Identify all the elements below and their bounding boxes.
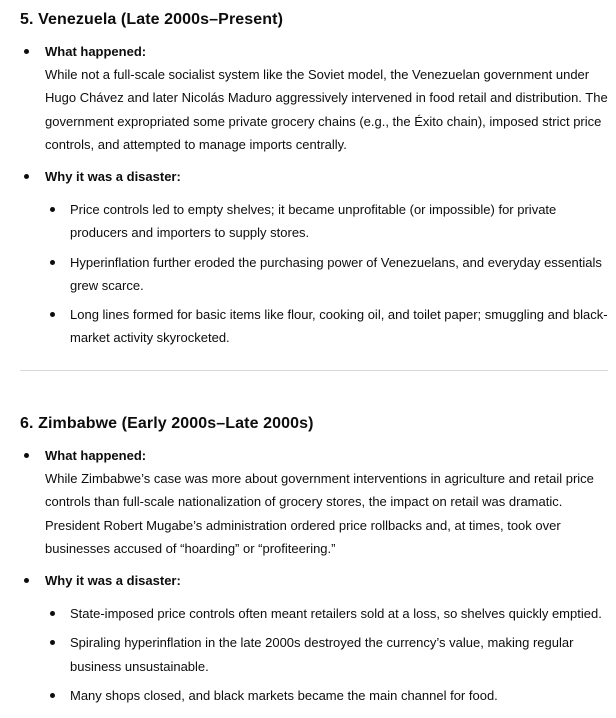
list-item-why-disaster [20,165,610,349]
bullet-icon [24,453,29,458]
section-venezuela [20,8,610,349]
item-label: Why it was a disaster: [45,169,181,185]
bullet-icon [50,312,55,317]
list-item-why-disaster [20,569,610,707]
item-label: What happened: [45,448,147,463]
section-heading: 5. Venezuela (Late 2000s–Present) [20,11,283,28]
section-zimbabwe [20,412,610,707]
bullet-icon [24,578,29,583]
bullet-icon [50,207,55,212]
sub-list-item [45,251,610,297]
sub-list-item [45,684,610,707]
item-paragraph: While Zimbabwe’s case was more about government interventions in agriculture and retail price controls than full-scale nationalization of grocery stores, the impact on retail was dramatic. President Robert Mugabe’s administration ordered price rollbacks and, at times, took over businesses accused of “hoarding” or “profiteering.” [45,471,594,556]
sub-item-text: Hyperinflation further eroded the purchasing power of Venezuelans, and everyday essentials grew scarce. [70,254,602,293]
section-heading: 6. Zimbabwe (Early 2000s–Late 2000s) [20,415,314,432]
sub-list [45,198,610,349]
sub-item-text: Many shops closed, and black markets became the main channel for food. [70,687,498,703]
bullet-icon [50,260,55,265]
item-label: What happened: [45,44,147,59]
bullet-icon [24,49,29,54]
sub-list-item [45,602,610,625]
sub-list [45,602,610,707]
section-divider [20,370,608,371]
sub-list-item [45,303,610,349]
sub-item-text: Spiraling hyperinflation in the late 2000s destroyed the currency’s value, making regular business unsustainable. [70,635,574,674]
sub-list-item [45,631,610,677]
item-paragraph: While not a full-scale socialist system like the Soviet model, the Venezuelan government under Hugo Chávez and later Nicolás Maduro aggressively intervened in food retail and distribution. The government expropriated some private grocery chains (e.g., the Éxito chain), imposed strict price controls, and attempted to manage imports centrally. [45,67,608,152]
list-item-what-happened [20,444,610,560]
bullet-icon [50,640,55,645]
bullet-icon [50,611,55,616]
section-list [20,444,610,707]
bullet-icon [50,693,55,698]
bullet-icon [24,174,29,179]
item-label: Why it was a disaster: [45,573,181,589]
sub-list-item [45,198,610,244]
sub-item-text: Price controls led to empty shelves; it became unprofitable (or impossible) for private producers and importers to supply stores. [70,202,557,241]
list-item-what-happened [20,40,610,156]
sub-item-text: Long lines formed for basic items like flour, cooking oil, and toilet paper; smuggling and black-market activity skyrocketed. [70,307,608,346]
sub-item-text: State-imposed price controls often meant retailers sold at a loss, so shelves quickly emptied. [70,606,602,622]
section-list [20,40,610,349]
